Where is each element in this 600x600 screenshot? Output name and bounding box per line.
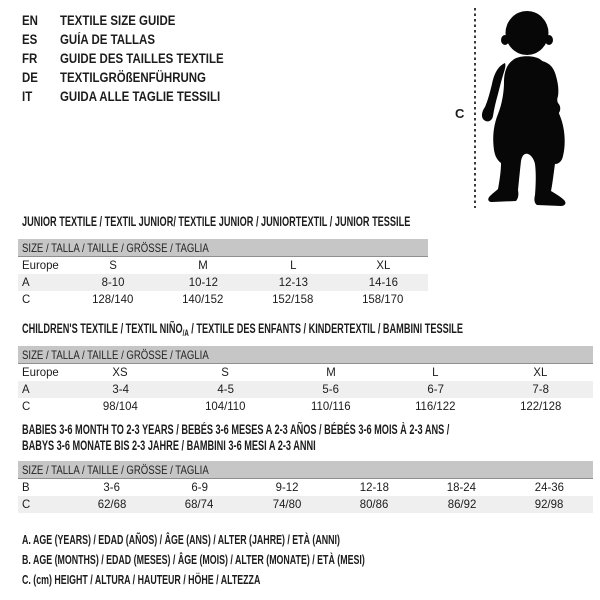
- size-cell: L: [432, 365, 439, 379]
- table-row-age: [18, 274, 428, 291]
- value-cell: 86/92: [447, 497, 477, 511]
- children-title-subscript: /A: [182, 328, 189, 338]
- size-header-label: SIZE / TALLA / TAILLE / GRÖSSE / TAGLIA: [22, 348, 209, 362]
- value-cell: 8-10: [101, 275, 125, 289]
- value-cell: 3-4: [112, 382, 129, 396]
- table-row-europe: [18, 364, 593, 381]
- value-cell: 18-24: [447, 480, 477, 494]
- table-row-age: [18, 381, 593, 398]
- language-title: TEXTILGRÖßENFÜHRUNG: [60, 70, 206, 85]
- value-cell: 6-9: [191, 480, 208, 494]
- junior-table-title: JUNIOR TEXTILE / TEXTIL JUNIOR/ TEXTILE JUNIOR / JUNIORTEXTIL / JUNIOR TESSILE: [22, 214, 411, 229]
- value-cell: 5-6: [322, 382, 339, 396]
- value-cell: 152/158: [272, 292, 314, 306]
- value-cell: 98/104: [103, 399, 138, 413]
- language-title: GUIDE DES TAILLES TEXTILE: [60, 51, 224, 66]
- children-table: [18, 346, 593, 415]
- language-row: [22, 11, 253, 30]
- size-cell: S: [221, 365, 230, 379]
- language-row: [22, 30, 253, 49]
- value-cell: 74/80: [272, 497, 302, 511]
- row-label: Europe: [22, 365, 59, 379]
- table-row-height: [18, 398, 593, 415]
- value-cell: 110/116: [310, 399, 351, 413]
- size-header-label: SIZE / TALLA / TAILLE / GRÖSSE / TAGLIA: [22, 463, 209, 477]
- size-cell: XL: [533, 365, 548, 379]
- footnotes: [22, 530, 526, 590]
- size-cell: XL: [376, 258, 390, 272]
- children-title-rest: / TEXTILE DES ENFANTS / KINDERTEXTIL / BAMBINI TESSILE: [188, 321, 464, 336]
- footnote-a: A. AGE (YEARS) / EDAD (AÑOS) / ÂGE (ANS) / ALTER (JAHRE) / ETÀ (ANNI): [22, 532, 340, 547]
- value-cell: 3-6: [103, 480, 120, 494]
- baby-silhouette-icon: [480, 6, 590, 208]
- table-row-europe: [18, 257, 428, 274]
- row-label: C: [22, 399, 31, 413]
- size-header-bar: [18, 461, 593, 479]
- value-cell: 4-5: [217, 382, 234, 396]
- value-cell: 140/152: [182, 292, 224, 306]
- value-cell: 9-12: [275, 480, 299, 494]
- row-label: Europe: [22, 258, 59, 272]
- language-row: [22, 87, 253, 106]
- row-label: A: [22, 382, 30, 396]
- size-cell: M: [198, 258, 208, 272]
- value-cell: 68/74: [184, 497, 214, 511]
- row-label: B: [22, 480, 30, 494]
- children-title-main: CHILDREN'S TEXTILE / TEXTIL NIÑO: [22, 321, 183, 336]
- language-row: [22, 49, 253, 68]
- value-cell: 104/110: [205, 399, 246, 413]
- language-row: [22, 68, 253, 87]
- language-title: GUÍA DE TALLAS: [60, 32, 155, 47]
- value-cell: 92/98: [534, 497, 564, 511]
- size-header-bar: [18, 239, 428, 257]
- height-measure-line: [474, 8, 476, 208]
- footnote-c: C. (cm) HEIGHT / ALTURA / HAUTEUR / HÖHE / ALTEZZA: [22, 572, 261, 587]
- height-measure-label: C: [455, 106, 465, 121]
- table-row-height: [18, 496, 593, 513]
- language-list: [22, 11, 253, 106]
- size-header-bar: [18, 346, 593, 364]
- size-cell: S: [109, 258, 117, 272]
- babies-table-title-line1: BABIES 3-6 MONTH TO 2-3 YEARS / BEBÉS 3-6 MESES A 2-3 AÑOS / BÉBÉS 3-6 MOIS À 2-3 ANS /: [22, 422, 450, 437]
- value-cell: 122/128: [519, 399, 562, 413]
- language-code: ES: [22, 32, 38, 47]
- language-code: EN: [22, 13, 38, 28]
- row-label: C: [22, 292, 31, 306]
- value-cell: 80/86: [359, 497, 389, 511]
- language-title: TEXTILE SIZE GUIDE: [60, 13, 176, 28]
- children-table-title: [22, 320, 463, 337]
- table-row-age-months: [18, 479, 593, 496]
- value-cell: 12-18: [359, 480, 389, 494]
- language-code: IT: [22, 89, 33, 104]
- value-cell: 7-8: [532, 382, 549, 396]
- language-code: FR: [22, 51, 38, 66]
- babies-table: [18, 461, 593, 513]
- row-label: A: [22, 275, 30, 289]
- value-cell: 158/170: [362, 292, 404, 306]
- value-cell: 24-36: [534, 480, 564, 494]
- language-code: DE: [22, 70, 38, 85]
- size-cell: M: [325, 365, 336, 379]
- babies-table-title-line2: BABYS 3-6 MONATE BIS 2-3 JAHRE / BAMBINI 3-6 MESI A 2-3 ANNI: [22, 438, 316, 453]
- size-cell: L: [289, 258, 297, 272]
- value-cell: 6-7: [427, 382, 444, 396]
- value-cell: 12-13: [278, 275, 308, 289]
- value-cell: 128/140: [92, 292, 134, 306]
- junior-table: [18, 239, 428, 308]
- value-cell: 10-12: [188, 275, 218, 289]
- value-cell: 62/68: [97, 497, 127, 511]
- value-cell: 116/122: [415, 399, 456, 413]
- row-label: C: [22, 497, 31, 511]
- value-cell: 14-16: [368, 275, 398, 289]
- language-title: GUIDA ALLE TAGLIE TESSILI: [60, 89, 221, 104]
- size-header-label: SIZE / TALLA / TAILLE / GRÖSSE / TAGLIA: [22, 241, 209, 255]
- footnote-b: B. AGE (MONTHS) / EDAD (MESES) / ÂGE (MOIS) / ALTER (MONATE) / ETÀ (MESI): [22, 552, 365, 567]
- table-row-height: [18, 291, 428, 308]
- size-cell: XS: [112, 365, 129, 379]
